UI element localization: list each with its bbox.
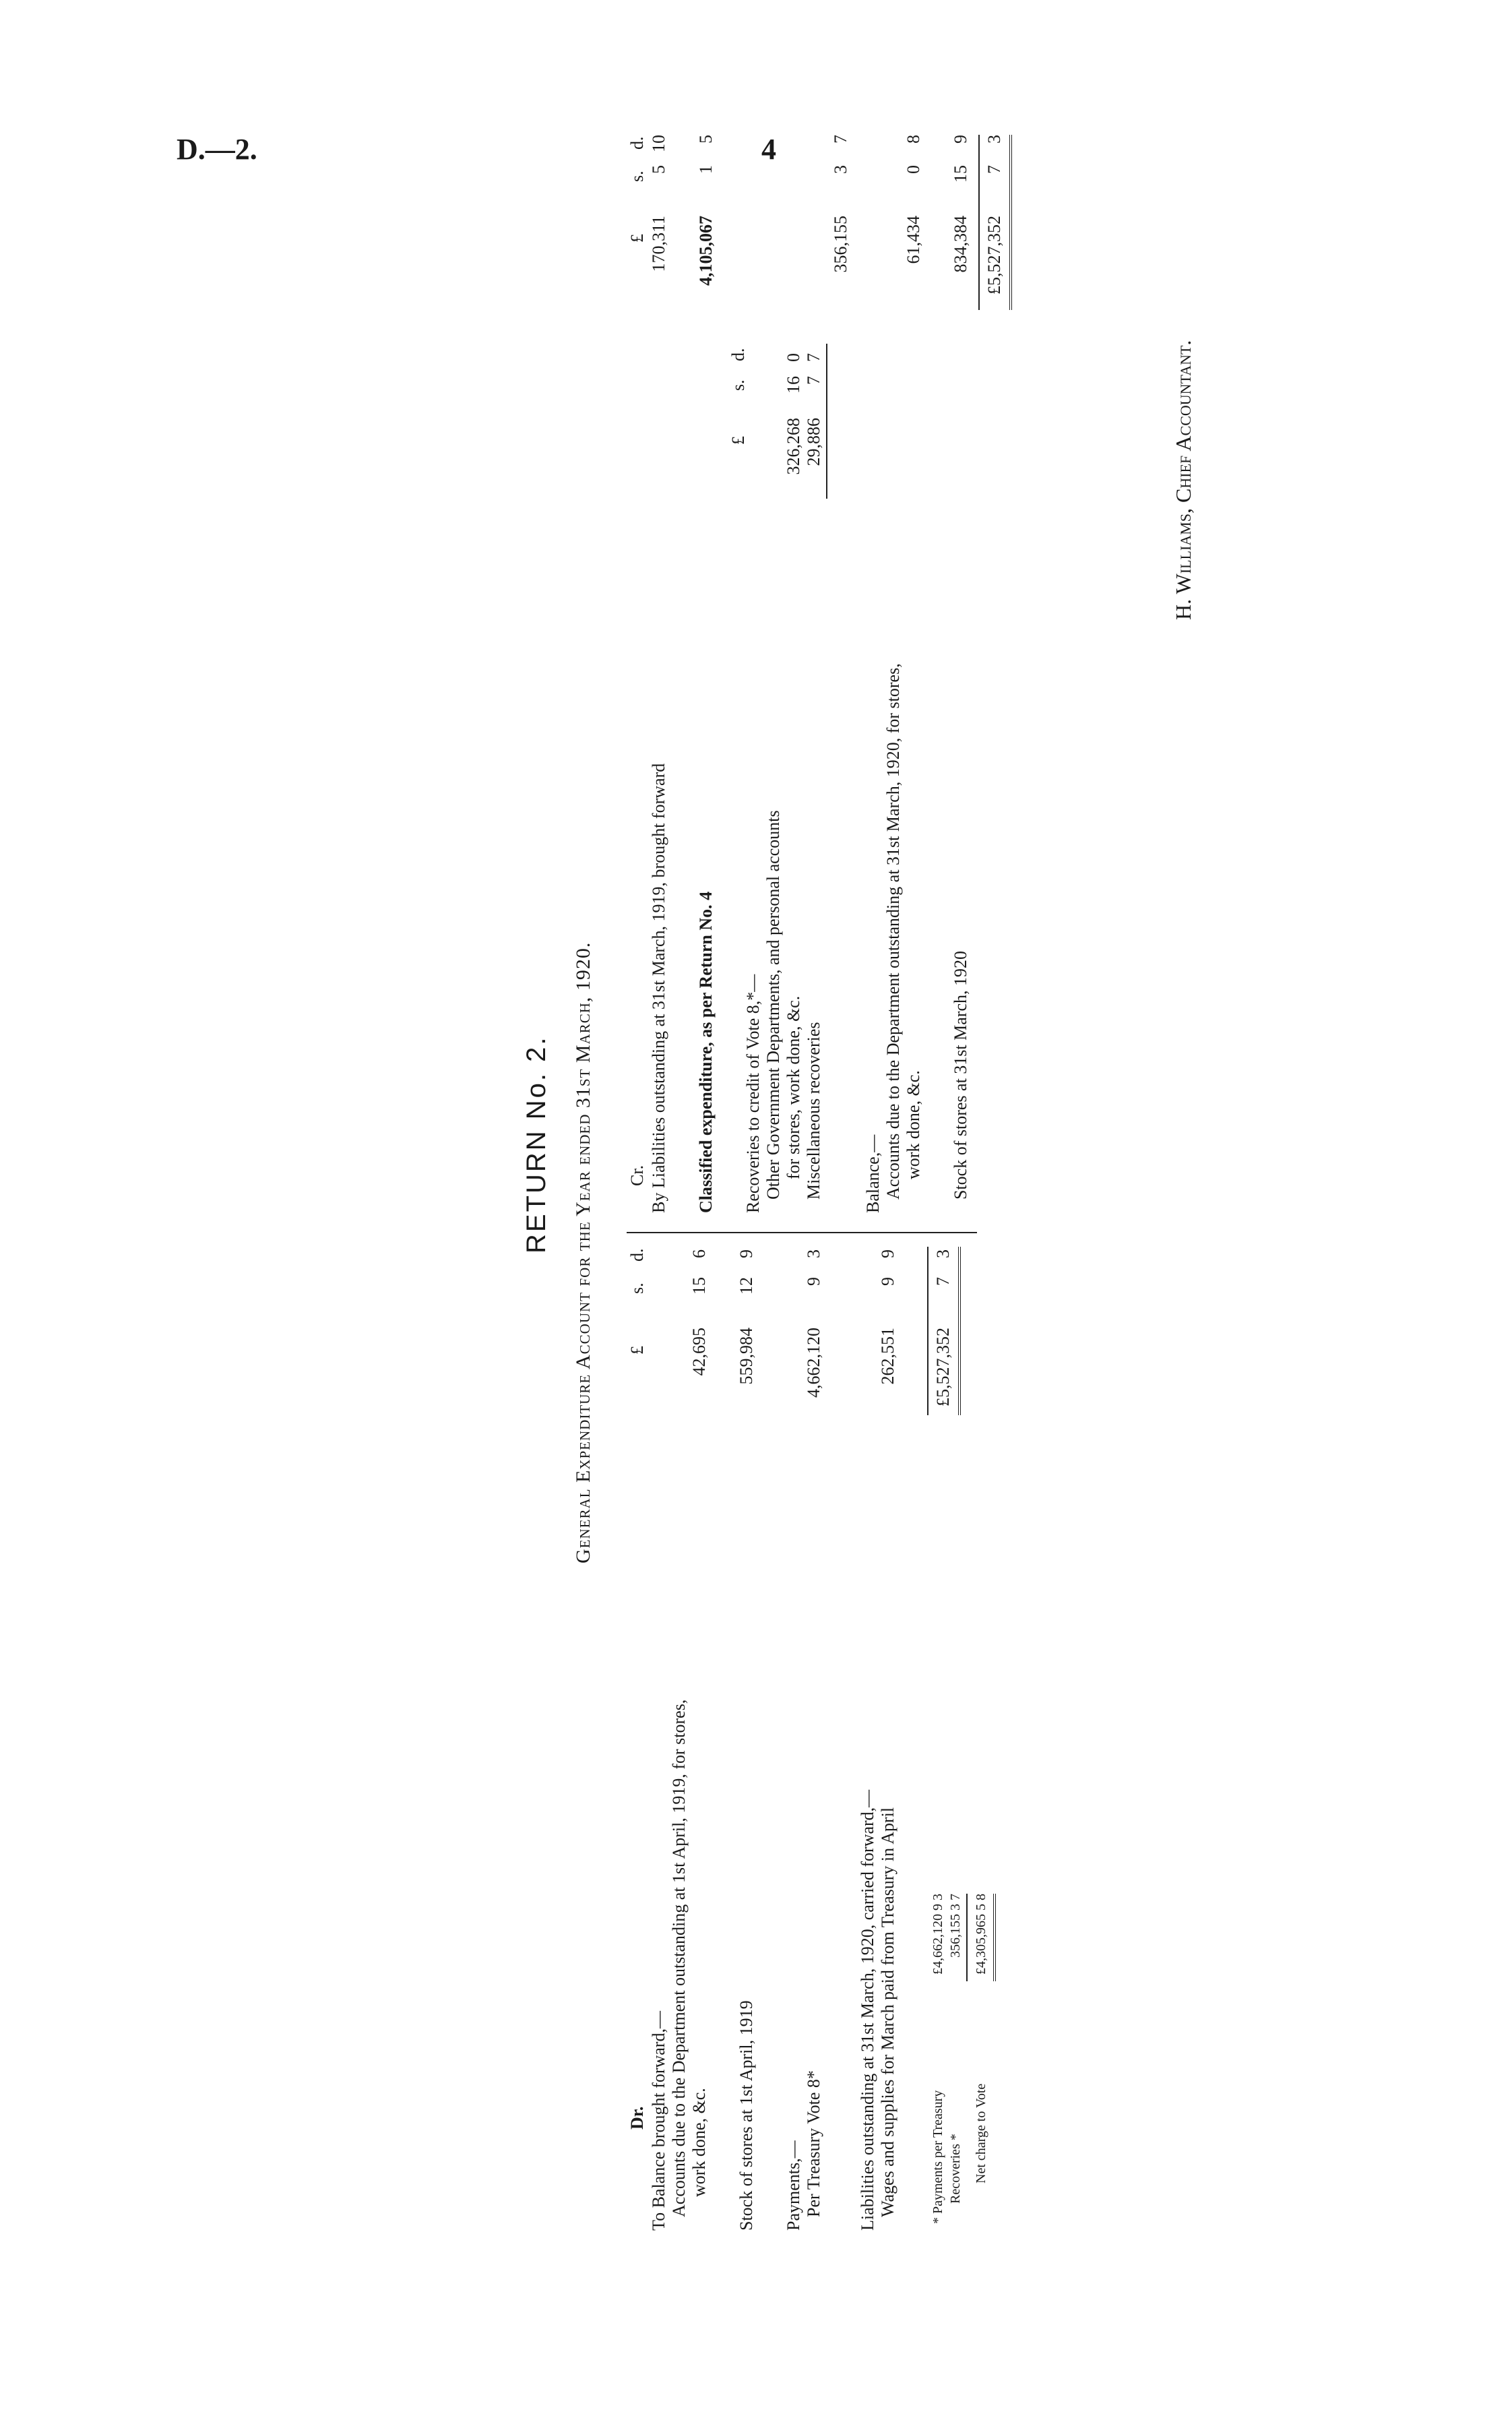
return-title: RETURN No. 2.: [522, 1035, 551, 1253]
debit-treasury-shillings: 9: [804, 1277, 823, 1286]
credit-total-shillings: 7: [984, 165, 1004, 174]
debit-treasury-pounds: 4,662,120: [804, 1328, 823, 1398]
credit-other-depts-pence: 0: [784, 353, 803, 362]
debit-liabilities-shillings: 9: [878, 1277, 897, 1286]
credit-recoveries-total-pounds: 356,155: [831, 216, 850, 273]
debit-col-pounds: £: [627, 1346, 647, 1355]
credit-total-rule: [978, 135, 980, 310]
credit-accounts-pounds: 61,434: [904, 216, 923, 264]
debit-stock-shillings: 12: [736, 1277, 756, 1295]
debit-accounts-line1: Accounts due to the Department outstanding at 1st April, 1919, for stores,: [669, 1699, 689, 2217]
debit-total-shillings: 7: [933, 1277, 953, 1286]
debit-accounts-pounds: 42,695: [689, 1328, 709, 1376]
credit-classified-pounds: 4,105,067: [696, 216, 716, 286]
footnote-net-label: Net charge to Vote: [974, 2083, 988, 2183]
side-divider: [627, 1232, 977, 1233]
credit-sub-col-pounds: £: [728, 436, 748, 445]
credit-classified-label: Classified expenditure, as per Return No. 4: [696, 891, 716, 1213]
credit-accounts-pence: 8: [904, 135, 923, 144]
credit-total-pounds: £5,527,352: [984, 216, 1004, 294]
debit-col-shillings: s.: [627, 1282, 647, 1294]
credit-other-depts-shillings: 16: [784, 376, 803, 394]
debit-liabilities-pounds: 262,551: [878, 1328, 897, 1385]
debit-treasury-label: Per Treasury Vote 8*: [804, 2070, 823, 2217]
credit-recoveries-rule: [826, 344, 827, 499]
credit-accounts-line1: Accounts due to the Department outstanding at 31st March, 1920, for stores,: [883, 663, 903, 1200]
debit-liabilities-line1: Liabilities outstanding at 31st March, 1920, carried forward,—: [858, 1789, 877, 2231]
debit-accounts-pence: 6: [689, 1249, 709, 1258]
credit-recoveries-total-shillings: 3: [831, 165, 850, 174]
debit-stock-pounds: 559,984: [736, 1328, 756, 1385]
credit-sub-col-shillings: s.: [728, 379, 748, 391]
debit-accounts-shillings: 15: [689, 1277, 709, 1295]
credit-classified-shillings: 1: [696, 165, 716, 174]
credit-recoveries-total-pence: 7: [831, 135, 850, 144]
credit-classified-pence: 5: [696, 135, 716, 144]
debit-accounts-line2: work done, &c.: [689, 2088, 709, 2197]
credit-misc-label: Miscellaneous recoveries: [804, 1022, 823, 1200]
credit-heading: Cr.: [627, 1165, 647, 1186]
debit-heading: Dr.: [627, 2106, 647, 2130]
signature: [1172, 340, 1194, 620]
credit-sub-col-pence: d.: [728, 348, 748, 361]
page-reference: D.—2.: [177, 133, 257, 166]
debit-stock-label: Stock of stores at 1st April, 1919: [736, 2000, 756, 2231]
credit-misc-pounds: 29,886: [804, 418, 823, 466]
credit-liabilities-pence: 10: [649, 135, 668, 152]
credit-accounts-shillings: 0: [904, 165, 923, 174]
debit-liabilities-line2: Wages and supplies for March paid from Treasury in April: [878, 1807, 897, 2217]
credit-liabilities-pounds: 170,311: [649, 216, 668, 272]
signature-text: H. Williams, Chief Accountant.: [1171, 340, 1195, 620]
credit-balance-label: Balance,—: [863, 1134, 883, 1213]
debit-col-pence: d.: [627, 1248, 647, 1262]
credit-misc-shillings: 7: [804, 376, 823, 385]
footnote-net-value: £4,305,965 5 8: [974, 1894, 988, 1975]
credit-col-pence: d.: [627, 136, 647, 150]
debit-total-rule: [927, 1247, 928, 1415]
debit-balance-line: To Balance brought forward,—: [649, 2011, 668, 2231]
credit-recoveries-label: Recoveries to credit of Vote 8,*—: [743, 974, 763, 1213]
footnote-recoveries-label: Recoveries *: [948, 2134, 963, 2204]
credit-stock-pence: 9: [951, 135, 970, 144]
footnote-rule: [966, 1894, 968, 1981]
credit-stock-pounds: 834,384: [951, 216, 970, 273]
debit-total-double-rule: [958, 1247, 961, 1415]
debit-treasury-pence: 3: [804, 1249, 823, 1258]
credit-stock-shillings: 15: [951, 165, 970, 183]
debit-total-pence: 3: [933, 1249, 953, 1258]
credit-col-shillings: s.: [627, 170, 647, 182]
footnote-double-rule: [993, 1894, 996, 1981]
footnote-payments-label: * Payments per Treasury: [931, 2090, 945, 2224]
credit-liabilities-shillings: 5: [649, 165, 668, 174]
page-number: 4: [761, 133, 776, 166]
credit-accounts-line2: work done, &c.: [904, 1070, 923, 1179]
credit-total-pence: 3: [984, 135, 1004, 144]
credit-other-depts-line2: for stores, work done, &c.: [784, 995, 803, 1179]
debit-payments-label: Payments,—: [784, 2140, 803, 2231]
footnote-recoveries-value: 356,155 3 7: [948, 1894, 963, 1958]
rotated-return-table: [522, 81, 1334, 2237]
account-subtitle: General Expenditure Account for the Year ended 31st March, 1920.: [572, 941, 594, 1563]
debit-total-pounds: £5,527,352: [933, 1328, 953, 1406]
credit-total-double-rule: [1009, 135, 1012, 310]
credit-col-pounds: £: [627, 234, 647, 243]
credit-stock-label: Stock of stores at 31st March, 1920: [951, 950, 970, 1200]
debit-liabilities-pence: 9: [878, 1249, 897, 1258]
credit-other-depts-line1: Other Government Departments, and personal accounts: [763, 810, 783, 1200]
credit-misc-pence: 7: [804, 353, 823, 362]
debit-stock-pence: 9: [736, 1249, 756, 1258]
credit-other-depts-pounds: 326,268: [784, 418, 803, 475]
footnote-payments-value: £4,662,120 9 3: [931, 1894, 945, 1975]
credit-liabilities-label: By Liabilities outstanding at 31st March, 1919, brought forward: [649, 763, 668, 1213]
